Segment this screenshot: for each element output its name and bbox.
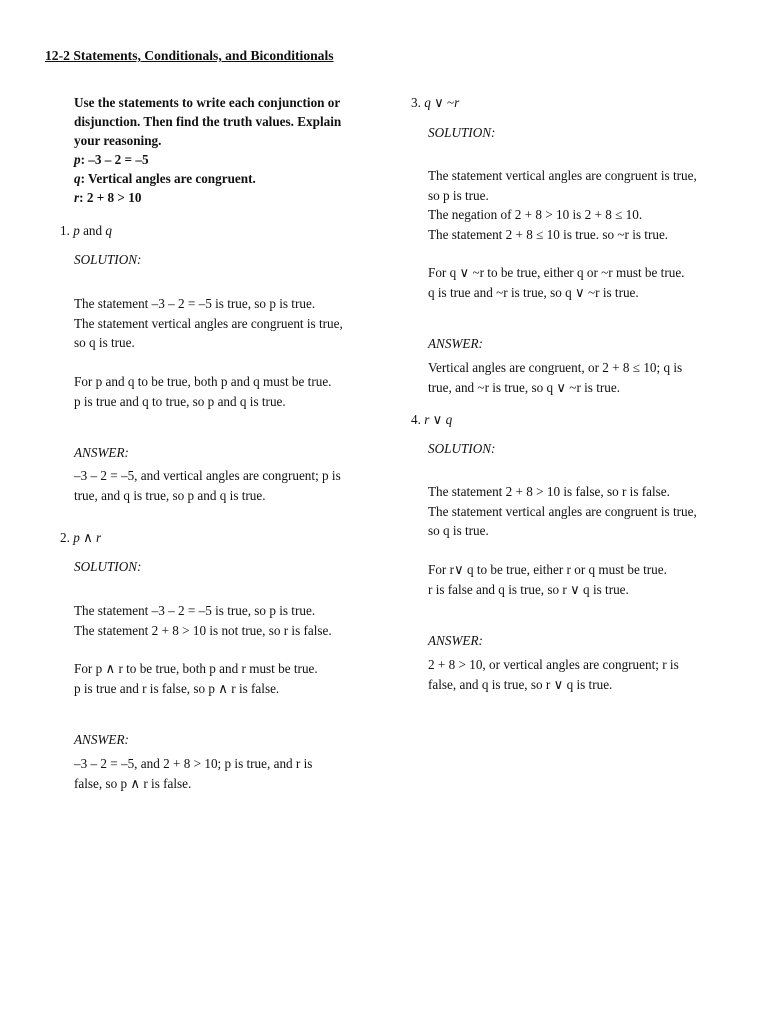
instructions bbox=[74, 93, 384, 207]
solution-line: For r∨ q to be true, either r or q must be true. bbox=[428, 562, 667, 577]
expr-var: r bbox=[424, 412, 430, 427]
solution-line: q is true and ~r is true, so q ∨ ~r is true. bbox=[428, 284, 639, 300]
answer-label: ANSWER: bbox=[428, 633, 483, 648]
problem-2-answer bbox=[74, 754, 312, 793]
problem-number: 3. bbox=[411, 95, 421, 110]
solution-line: For p ∧ r to be true, both p and r must be true. bbox=[74, 661, 318, 676]
solution-line: r is false and q is true, so r ∨ q is true. bbox=[428, 581, 629, 597]
expr-var: p bbox=[73, 223, 80, 238]
instructions-line: Use the statements to write each conjunction or bbox=[74, 95, 341, 110]
instructions-line: your reasoning. bbox=[74, 133, 162, 148]
var-p: p bbox=[74, 152, 81, 167]
solution-label: SOLUTION: bbox=[74, 559, 142, 574]
problem-1-reasoning bbox=[74, 372, 331, 411]
answer-line: true, and ~r is true, so q ∨ ~r is true. bbox=[428, 379, 621, 395]
statement-q bbox=[74, 169, 384, 188]
solution-line: The statement vertical angles are congruent is true, bbox=[428, 503, 697, 519]
answer-line: –3 – 2 = –5, and vertical angles are congruent; p is bbox=[74, 468, 341, 483]
expr-var: q bbox=[105, 223, 113, 238]
expr-op: and bbox=[79, 223, 106, 238]
solution-line: The statement vertical angles are congruent is true, bbox=[428, 168, 697, 183]
solution-line: The statement –3 – 2 = –5 is true, so p is true. bbox=[74, 603, 316, 618]
problem-2-reasoning bbox=[74, 659, 318, 698]
answer-label: ANSWER: bbox=[74, 732, 129, 747]
answer-line: false, and q is true, so r ∨ q is true. bbox=[428, 676, 613, 692]
problem-1-solution bbox=[74, 294, 343, 353]
statement-p bbox=[74, 150, 384, 169]
problem-1-heading bbox=[60, 221, 112, 240]
answer-label: ANSWER: bbox=[74, 445, 129, 460]
solution-line: The statement vertical angles are congruent is true, bbox=[74, 315, 343, 331]
problem-2-solution bbox=[74, 601, 332, 640]
solution-line: The negation of 2 + 8 > 10 is 2 + 8 ≤ 10. bbox=[428, 207, 643, 222]
solution-line: so q is true. bbox=[74, 335, 135, 350]
problem-3-answer bbox=[428, 358, 682, 397]
solution-line: p is true and r is false, so p ∧ r is false. bbox=[74, 680, 280, 696]
solution-line: For q ∨ ~r to be true, either q or ~r must be true. bbox=[428, 265, 685, 280]
problem-4-heading bbox=[411, 410, 452, 429]
problem-4-reasoning bbox=[428, 560, 667, 599]
solution-line: The statement 2 + 8 > 10 is not true, so r is false. bbox=[74, 622, 332, 638]
statement-q-text: : Vertical angles are congruent. bbox=[80, 171, 256, 186]
problem-2-heading bbox=[60, 528, 101, 547]
solution-line: The statement –3 – 2 = –5 is true, so p is true. bbox=[74, 296, 316, 311]
answer-line: 2 + 8 > 10, or vertical angles are congruent; r is bbox=[428, 657, 679, 672]
problem-number: 2. bbox=[60, 530, 70, 545]
problem-1-answer bbox=[74, 466, 341, 505]
expr-var: r bbox=[96, 530, 102, 545]
statement-r bbox=[74, 188, 384, 207]
solution-label: SOLUTION: bbox=[74, 252, 142, 267]
answer-line: –3 – 2 = –5, and 2 + 8 > 10; p is true, and r is bbox=[74, 756, 313, 771]
problem-3-heading bbox=[411, 93, 459, 112]
expr-var: q bbox=[424, 95, 431, 110]
solution-line: p is true and q to true, so p and q is true. bbox=[74, 393, 286, 409]
problem-4-solution bbox=[428, 482, 697, 541]
problem-3-reasoning bbox=[428, 263, 684, 302]
solution-label: SOLUTION: bbox=[428, 441, 496, 456]
solution-line: so p is true. bbox=[428, 187, 489, 203]
solution-line: The statement 2 + 8 ≤ 10 is true. so ~r is true. bbox=[428, 226, 669, 242]
var-r: r bbox=[74, 190, 80, 205]
statement-r-text: : 2 + 8 > 10 bbox=[79, 190, 142, 205]
expr-op: ∨ bbox=[429, 412, 446, 427]
expr-var: r bbox=[454, 95, 460, 110]
solution-line: The statement 2 + 8 > 10 is false, so r is false. bbox=[428, 484, 670, 499]
answer-line: true, and q is true, so p and q is true. bbox=[74, 487, 266, 503]
problem-number: 4. bbox=[411, 412, 421, 427]
solution-line: For p and q to be true, both p and q must be true. bbox=[74, 374, 332, 389]
answer-line: Vertical angles are congruent, or 2 + 8 ≤ 10; q is bbox=[428, 360, 683, 375]
instructions-line: disjunction. Then find the truth values. Explain bbox=[74, 114, 342, 129]
answer-label: ANSWER: bbox=[428, 336, 483, 351]
answer-line: false, so p ∧ r is false. bbox=[74, 775, 192, 791]
solution-line: so q is true. bbox=[428, 523, 489, 538]
problem-3-solution bbox=[428, 166, 697, 244]
expr-op: ∨ ~ bbox=[430, 95, 455, 110]
expr-var: q bbox=[445, 412, 453, 427]
statement-p-text: : –3 – 2 = –5 bbox=[80, 152, 149, 167]
problem-number: 1. bbox=[60, 223, 70, 238]
var-q: q bbox=[74, 171, 81, 186]
page-title: 12-2 Statements, Conditionals, and Biconditionals bbox=[45, 48, 334, 63]
solution-label: SOLUTION: bbox=[428, 125, 496, 140]
problem-4-answer bbox=[428, 655, 679, 694]
expr-op: ∧ bbox=[79, 530, 97, 545]
expr-var: p bbox=[73, 530, 80, 545]
